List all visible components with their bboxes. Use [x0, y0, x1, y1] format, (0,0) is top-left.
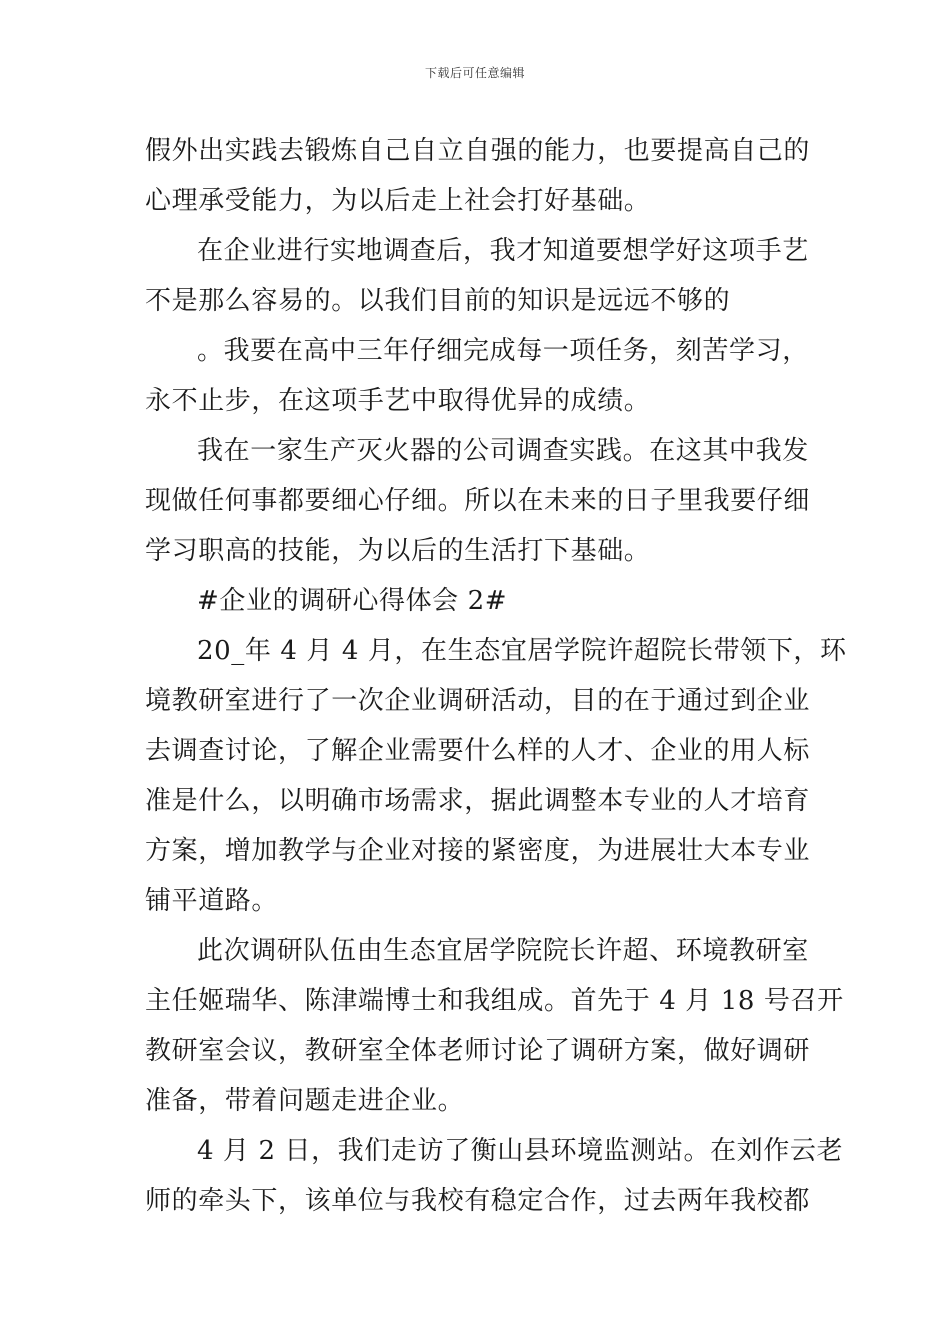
- text-line: 。我要在高中三年仔细完成每一项任务，刻苦学习，: [197, 336, 809, 366]
- text-line: 去调查讨论，了解企业需要什么样的人才、企业的用人标: [145, 736, 811, 766]
- text-line: 境教研室进行了一次企业调研活动，目的在于通过到企业: [145, 686, 811, 716]
- section-heading: #企业的调研心得体会 2#: [197, 586, 508, 616]
- text-line: 准备，带着问题走进企业。: [145, 1086, 465, 1116]
- text-line: 铺平道路。: [145, 886, 279, 916]
- paragraph-start: 20_年 4 月 4 月，在生态宜居学院许超院长带领下，环: [197, 636, 847, 666]
- text-line: 师的牵头下，该单位与我校有稳定合作，过去两年我校都: [145, 1186, 811, 1216]
- text-line: 现做任何事都要细心仔细。所以在未来的日子里我要仔细: [145, 486, 811, 516]
- text-line: 心理承受能力，为以后走上社会打好基础。: [145, 186, 651, 216]
- text-line: 永不止步，在这项手艺中取得优异的成绩。: [145, 386, 651, 416]
- paragraph-start: 我在一家生产灭火器的公司调查实践。在这其中我发: [197, 436, 809, 466]
- text-line: 主任姬瑞华、陈津端博士和我组成。首先于 4 月 18 号召开: [145, 986, 844, 1016]
- paragraph-start: 在企业进行实地调查后，我才知道要想学好这项手艺: [197, 236, 809, 266]
- text-line: 学习职高的技能，为以后的生活打下基础。: [145, 536, 651, 566]
- paragraph-start: 4 月 2 日，我们走访了衡山县环境监测站。在刘作云老: [197, 1136, 844, 1166]
- document-body: [145, 126, 847, 1226]
- page-header: 下载后可任意编辑: [424, 66, 525, 80]
- paragraph-start: 此次调研队伍由生态宜居学院院长许超、环境教研室: [197, 936, 809, 966]
- text-line: 方案，增加教学与企业对接的紧密度，为进展壮大本专业: [145, 836, 811, 866]
- text-line: 教研室会议，教研室全体老师讨论了调研方案，做好调研: [145, 1036, 811, 1066]
- text-line: 假外出实践去锻炼自己自立自强的能力，也要提高自己的: [145, 136, 811, 166]
- text-line: 准是什么，以明确市场需求，据此调整本专业的人才培育: [145, 786, 811, 816]
- text-line: 不是那么容易的。以我们目前的知识是远远不够的: [145, 286, 731, 316]
